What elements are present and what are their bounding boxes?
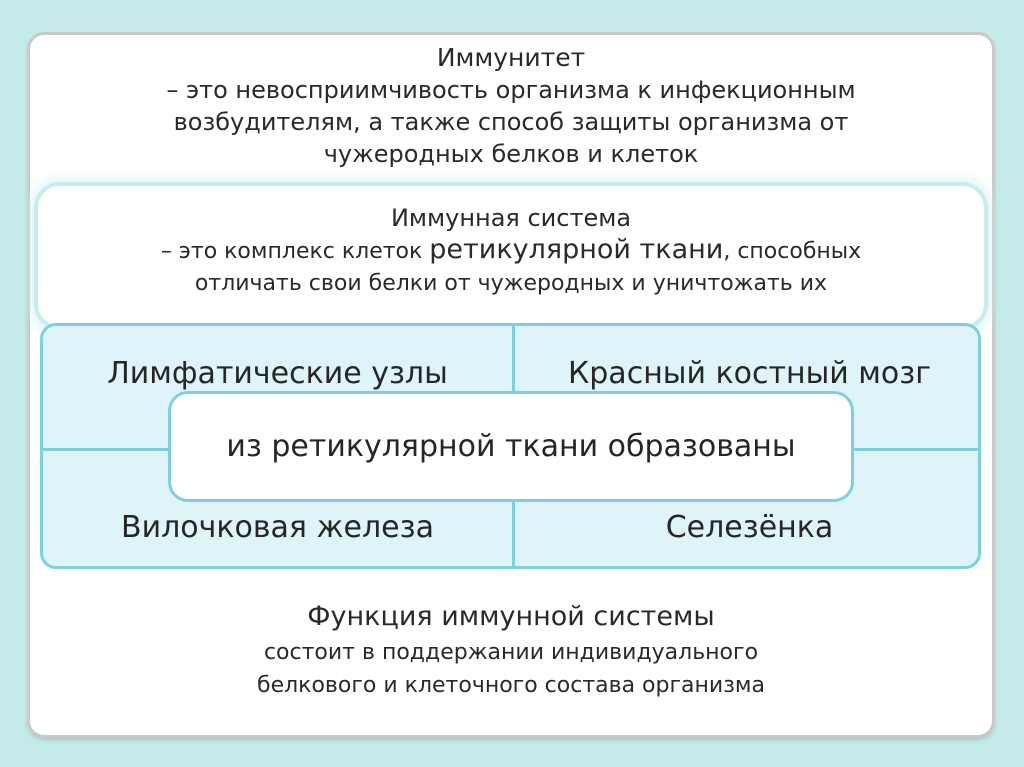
organ-thymus: Вилочковая железа [121, 510, 434, 545]
center-caption: из ретикулярной ткани образованы [226, 429, 796, 464]
immune-system-box [38, 186, 984, 326]
immune-system-line-1-start: – это комплекс клеток [160, 239, 430, 264]
immunity-heading: Иммунитет [436, 43, 586, 72]
immune-system-emphasis: ретикулярной ткани [429, 234, 724, 265]
function-line-1: состоит в поддержании индивидуального [263, 640, 759, 665]
function-heading: Функция иммунной системы [307, 601, 715, 632]
function-definition [30, 598, 992, 702]
organ-lymph-nodes: Лимфатические узлы [107, 356, 448, 391]
function-line-2: белкового и клеточного состава организма [257, 673, 765, 698]
center-caption-box [168, 391, 854, 502]
immune-system-heading: Иммунная система [390, 204, 632, 232]
immune-system-line-1 [38, 234, 984, 268]
immunity-definition [30, 42, 992, 170]
organ-red-bone-marrow: Красный костный мозг [567, 356, 932, 391]
immunity-line-1: – это невосприимчивость организма к инфекционным [166, 76, 856, 104]
immune-system-line-1-end: , способных [723, 239, 862, 264]
immunity-line-2: возбудителям, а также способ защиты организма от [173, 108, 849, 136]
immunity-line-3: чужеродных белков и клеток [323, 140, 699, 168]
immune-system-line-2: отличать свои белки от чужеродных и уничтожать их [194, 271, 828, 296]
organ-spleen: Селезёнка [665, 510, 834, 545]
